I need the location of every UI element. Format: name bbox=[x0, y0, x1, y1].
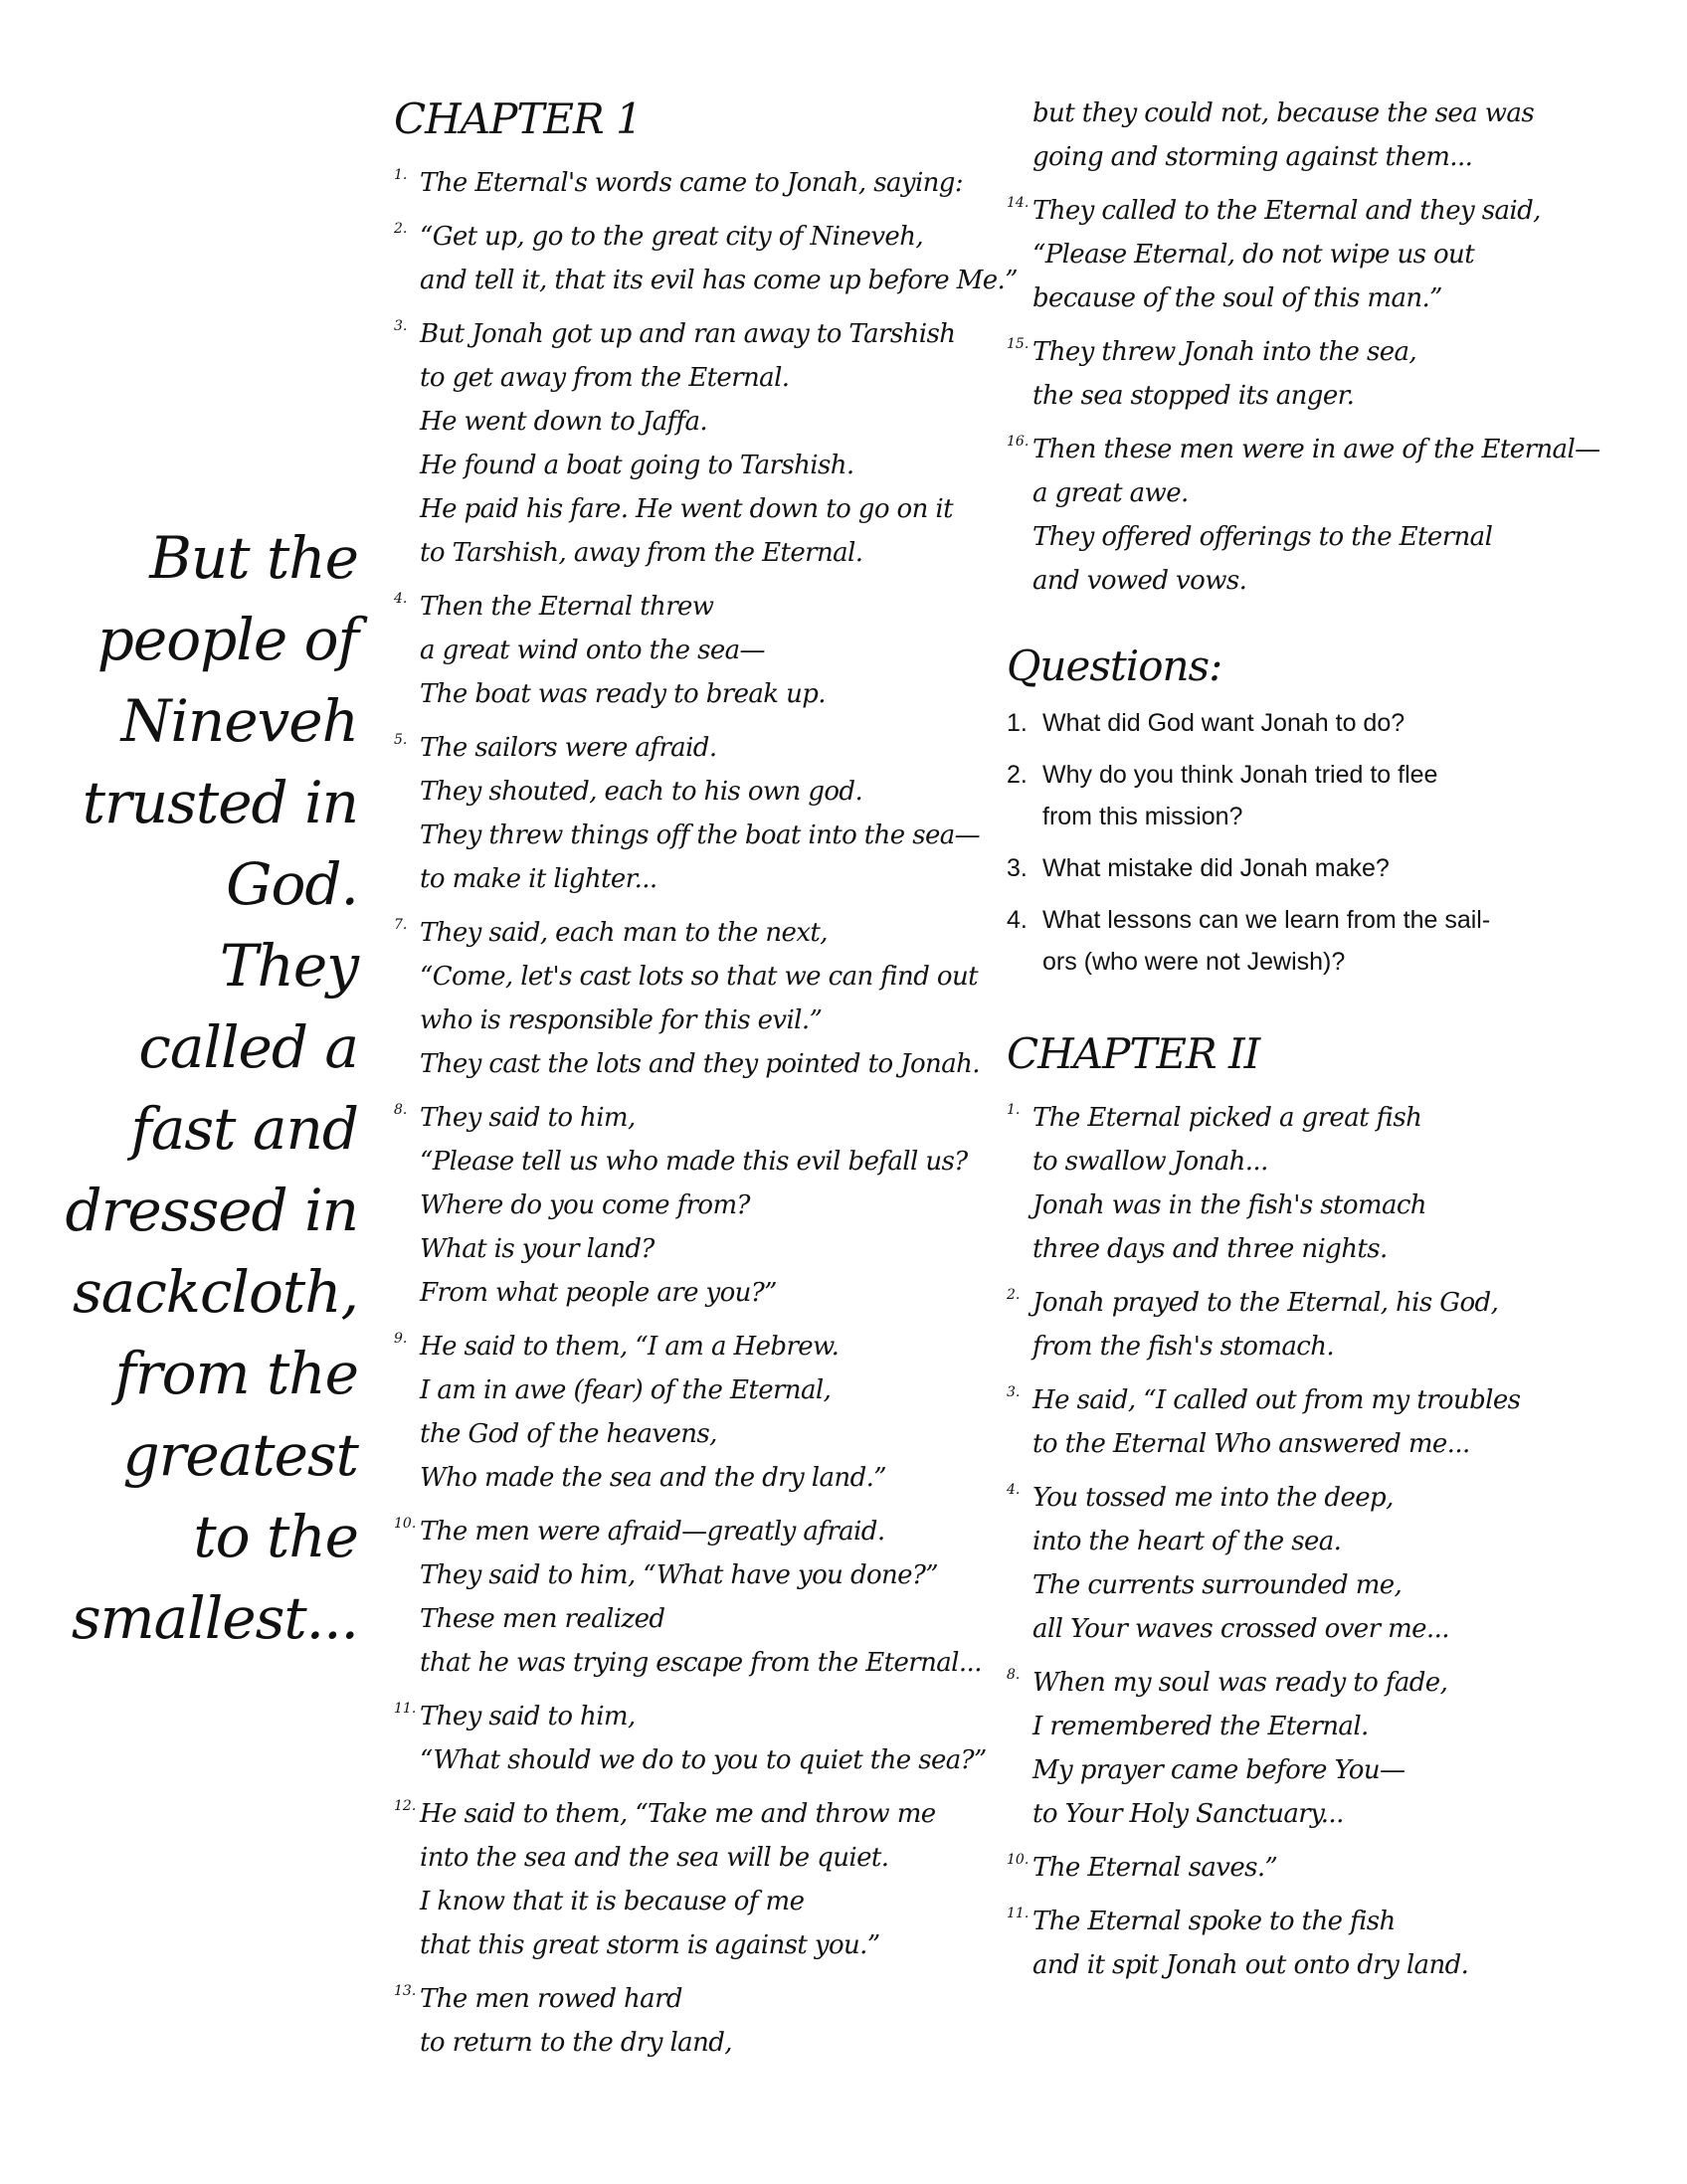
pull-quote-line: Nineveh bbox=[120, 687, 358, 755]
verse bbox=[1007, 1661, 1653, 1836]
verse bbox=[394, 1695, 991, 1782]
questions-title: Questions: bbox=[1007, 641, 1222, 690]
verse-number: 12. bbox=[394, 1798, 417, 1814]
question-item bbox=[1007, 899, 1653, 983]
verse-line: the God of the heavens, bbox=[420, 1419, 717, 1449]
verse-number: 1. bbox=[394, 167, 408, 183]
pull-quote-line: God. bbox=[226, 850, 358, 918]
verse-line: They said to him, bbox=[420, 1702, 636, 1731]
verse-number: 4. bbox=[1007, 1482, 1021, 1498]
verse-line: The Eternal saves.” bbox=[1032, 1853, 1278, 1883]
question-item bbox=[1007, 847, 1653, 889]
chapter-1-verses bbox=[394, 161, 1018, 2065]
verse-line: They threw Jonah into the sea, bbox=[1032, 337, 1417, 367]
verse-line: The Eternal's words came to Jonah, saying: bbox=[420, 168, 964, 198]
verse bbox=[1007, 1846, 1653, 1890]
chapter-1-column bbox=[394, 91, 1018, 2075]
chapter-1-continued-verses bbox=[1007, 189, 1653, 603]
verse-line: and it spit Jonah out onto dry land. bbox=[1032, 1950, 1469, 1980]
verse-line: But Jonah got up and ran away to Tarshish bbox=[420, 319, 956, 349]
pull-quote bbox=[60, 517, 358, 1659]
verse-number: 11. bbox=[394, 1701, 417, 1717]
verse bbox=[1007, 189, 1653, 320]
verse-line: The boat was ready to break up. bbox=[420, 679, 826, 709]
verse-line: From what people are you?” bbox=[420, 1278, 777, 1308]
verse bbox=[394, 1325, 991, 1500]
verse-line: “What should we do to you to quiet the sea?” bbox=[420, 1745, 987, 1775]
verse-number: 4. bbox=[394, 591, 408, 607]
verse-line: He found a boat going to Tarshish. bbox=[420, 451, 854, 480]
verse-line: They said, each man to the next, bbox=[420, 918, 828, 948]
verse-line: a great awe. bbox=[1032, 478, 1189, 508]
verse-line: They threw things off the boat into the sea— bbox=[420, 820, 981, 850]
verse-line: the sea stopped its anger. bbox=[1032, 381, 1355, 411]
question-item bbox=[1007, 702, 1653, 744]
verse bbox=[394, 1510, 991, 1685]
verse-line: He said to them, “Take me and throw me bbox=[420, 1799, 936, 1829]
verse-line: The currents surrounded me, bbox=[1032, 1570, 1403, 1600]
pull-quote-line: called a bbox=[138, 1013, 358, 1081]
verse bbox=[1007, 1476, 1653, 1651]
verse-line: “Please Eternal, do not wipe us out bbox=[1032, 240, 1475, 270]
verse-number: 15. bbox=[1007, 336, 1030, 352]
verse-line: The men were afraid—greatly afraid. bbox=[420, 1517, 885, 1547]
verse-line: to return to the dry land, bbox=[420, 2028, 732, 2058]
verse-line: They said to him, “What have you done?” bbox=[420, 1560, 939, 1590]
verse-line: He went down to Jaffa. bbox=[420, 407, 708, 437]
verse bbox=[1007, 330, 1653, 418]
verse-number: 3. bbox=[394, 318, 408, 334]
verse bbox=[1007, 428, 1653, 603]
pull-quote-line: to the bbox=[193, 1503, 358, 1570]
verse bbox=[394, 312, 991, 575]
question-line: What mistake did Jonah make? bbox=[1042, 854, 1390, 882]
question-line: What lessons can we learn from the sail- bbox=[1042, 906, 1491, 934]
verse-line: They called to the Eternal and they said, bbox=[1032, 196, 1541, 226]
verse bbox=[1007, 1096, 1653, 1271]
verse-line: who is responsible for this evil.” bbox=[420, 1005, 823, 1035]
verse bbox=[1007, 1281, 1653, 1368]
pull-quote-line: fast and bbox=[130, 1095, 358, 1163]
pull-quote-line: trusted in bbox=[82, 769, 358, 836]
verse-line: three days and three nights. bbox=[1032, 1234, 1388, 1264]
verse-line: to Your Holy Sanctuary... bbox=[1032, 1799, 1344, 1829]
verse-line: a great wind onto the sea— bbox=[420, 636, 765, 665]
verse-number: 7. bbox=[394, 917, 408, 933]
verse-line: Where do you come from? bbox=[420, 1190, 750, 1220]
question-number: 2. bbox=[1007, 761, 1028, 789]
pull-quote-line: sackcloth, bbox=[72, 1258, 358, 1326]
verse bbox=[1007, 1378, 1653, 1466]
verse bbox=[394, 215, 1018, 302]
verse-line: to swallow Jonah... bbox=[1032, 1147, 1268, 1177]
verse-line: Jonah was in the fish's stomach bbox=[1032, 1190, 1426, 1220]
verse-line: going and storming against them... bbox=[1032, 142, 1473, 172]
verse-line: but they could not, because the sea was bbox=[1032, 98, 1535, 128]
verse-line: The Eternal spoke to the fish bbox=[1032, 1907, 1396, 1936]
verse-number: 1. bbox=[1007, 1102, 1021, 1118]
verse-line: These men realized bbox=[420, 1604, 665, 1634]
verse-line: to get away from the Eternal. bbox=[420, 363, 790, 393]
pull-quote-line: But the bbox=[149, 524, 358, 592]
verse-line: Jonah prayed to the Eternal, his God, bbox=[1032, 1288, 1499, 1318]
verse-line: They offered offerings to the Eternal bbox=[1032, 522, 1493, 552]
verse-line: “Get up, go to the great city of Nineveh, bbox=[420, 222, 924, 252]
verse-line: that this great storm is against you.” bbox=[420, 1930, 880, 1960]
question-line: What did God want Jonah to do? bbox=[1042, 709, 1406, 737]
verse-line: He paid his fare. He went down to go on it bbox=[420, 494, 953, 524]
pull-quote-line: people of bbox=[96, 606, 358, 673]
verse-number: 11. bbox=[1007, 1906, 1030, 1921]
verse-line: He said to them, “I am a Hebrew. bbox=[420, 1332, 840, 1362]
verse bbox=[394, 1977, 991, 2065]
verse bbox=[1007, 1900, 1653, 1987]
chapter-1-title: CHAPTER 1 bbox=[394, 94, 642, 143]
chapter-1-continued-text bbox=[1007, 91, 1653, 179]
right-column bbox=[1007, 91, 1653, 1997]
verse-line: Then the Eternal threw bbox=[420, 592, 714, 622]
verse-number: 13. bbox=[394, 1983, 417, 1999]
verse-number: 10. bbox=[394, 1516, 417, 1532]
verse-line: The Eternal picked a great fish bbox=[1032, 1103, 1422, 1133]
questions-list bbox=[1007, 702, 1653, 983]
verse-line: that he was trying escape from the Eternal... bbox=[420, 1648, 982, 1678]
verse bbox=[394, 161, 991, 205]
question-number: 1. bbox=[1007, 709, 1028, 737]
verse bbox=[394, 1096, 991, 1315]
verse-line: I remembered the Eternal. bbox=[1032, 1712, 1369, 1741]
verse-line: to the Eternal Who answered me... bbox=[1032, 1429, 1470, 1459]
verse-line: into the heart of the sea. bbox=[1032, 1527, 1342, 1556]
verse-line: My prayer came before You— bbox=[1032, 1755, 1406, 1785]
verse-line: and tell it, that its evil has come up before Me.” bbox=[420, 266, 1018, 295]
verse-number: 8. bbox=[394, 1102, 408, 1118]
question-line: ors (who were not Jewish)? bbox=[1042, 948, 1346, 976]
verse-line: They said to him, bbox=[420, 1103, 636, 1133]
verse bbox=[394, 726, 991, 901]
verse-number: 14. bbox=[1007, 195, 1030, 211]
verse-line: from the fish's stomach. bbox=[1032, 1332, 1335, 1362]
verse-line: They shouted, each to his own god. bbox=[420, 777, 863, 807]
verse-line: “Please tell us who made this evil befall us? bbox=[420, 1147, 968, 1177]
pull-quote-line: smallest... bbox=[71, 1584, 358, 1652]
verse-line: to Tarshish, away from the Eternal. bbox=[420, 538, 863, 568]
verse-number: 10. bbox=[1007, 1852, 1030, 1868]
verse-number: 3. bbox=[1007, 1384, 1021, 1400]
verse-line: They cast the lots and they pointed to Jonah. bbox=[420, 1049, 980, 1079]
verse-number: 8. bbox=[1007, 1667, 1021, 1683]
verse-line: The men rowed hard bbox=[420, 1984, 682, 2014]
verse-number: 16. bbox=[1007, 434, 1030, 450]
verse-line: all Your waves crossed over me... bbox=[1032, 1614, 1449, 1644]
question-number: 3. bbox=[1007, 854, 1028, 882]
verse-line: into the sea and the sea will be quiet. bbox=[420, 1843, 889, 1873]
verse-line: Who made the sea and the dry land.” bbox=[420, 1463, 886, 1493]
chapter-2-title: CHAPTER II bbox=[1007, 1029, 1260, 1078]
verse-line: He said, “I called out from my troubles bbox=[1032, 1385, 1521, 1415]
verse-line: I know that it is because of me bbox=[420, 1887, 805, 1916]
verse-number: 2. bbox=[394, 221, 408, 237]
verse-line: to make it lighter... bbox=[420, 864, 657, 894]
question-line: Why do you think Jonah tried to flee bbox=[1042, 761, 1438, 789]
pull-quote-line: greatest bbox=[122, 1421, 358, 1489]
chapter-2-verses bbox=[1007, 1096, 1653, 1987]
verse-number: 9. bbox=[394, 1331, 408, 1347]
verse-line: Then these men were in awe of the Eternal— bbox=[1032, 435, 1600, 464]
verse-line: When my soul was ready to fade, bbox=[1032, 1668, 1448, 1698]
verse-line: because of the soul of this man.” bbox=[1032, 283, 1442, 313]
pull-quote-line: dressed in bbox=[65, 1177, 358, 1244]
verse-number: 5. bbox=[394, 732, 408, 748]
verse-line: The sailors were afraid. bbox=[420, 733, 717, 763]
verse-line: What is your land? bbox=[420, 1234, 655, 1264]
pull-quote-line: They bbox=[219, 932, 358, 1000]
verse bbox=[394, 1792, 991, 1967]
question-number: 4. bbox=[1007, 906, 1028, 934]
question-line: from this mission? bbox=[1042, 803, 1243, 830]
verse-line: You tossed me into the deep, bbox=[1032, 1483, 1394, 1513]
verse bbox=[394, 911, 991, 1086]
verse-line: I am in awe (fear) of the Eternal, bbox=[420, 1375, 832, 1405]
question-item bbox=[1007, 754, 1653, 837]
verse-line: and vowed vows. bbox=[1032, 566, 1247, 596]
verse bbox=[394, 585, 991, 716]
pull-quote-line: from the bbox=[114, 1340, 358, 1407]
verse-line: “Come, let's cast lots so that we can find out bbox=[420, 962, 978, 992]
verse-number: 2. bbox=[1007, 1287, 1021, 1303]
